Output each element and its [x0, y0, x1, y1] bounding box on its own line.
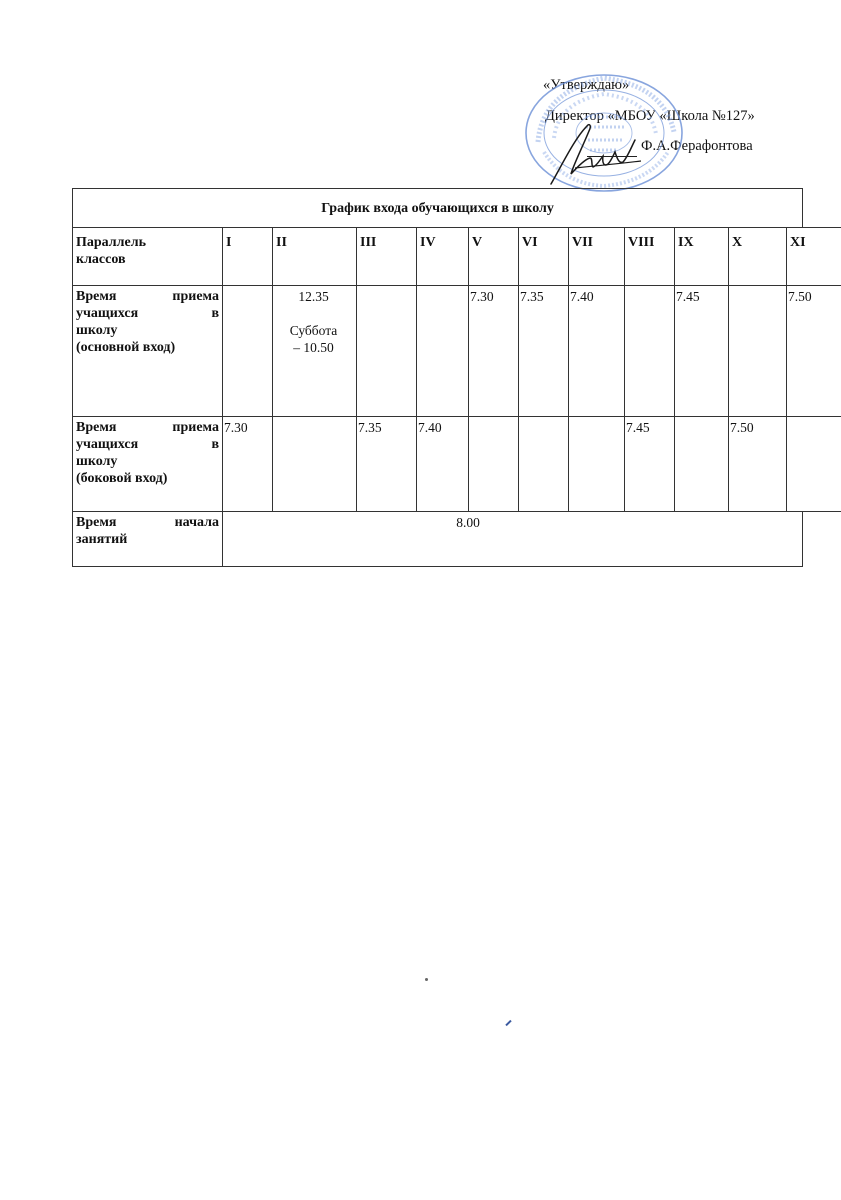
lesson-start-time: 8.00 [223, 512, 803, 567]
time-cell [625, 286, 675, 417]
time-cell [357, 286, 417, 417]
pen-mark [505, 1020, 511, 1026]
time-cell [469, 417, 519, 512]
label-word: в [211, 437, 219, 452]
approval-director: Директор «МБОУ «Школа №127» [545, 108, 755, 124]
time-cell: 7.40 [417, 417, 469, 512]
class-header: I [223, 228, 273, 286]
label-word: начала [174, 515, 219, 530]
time-value: 12.35 [298, 289, 329, 304]
header-label-line2: классов [76, 252, 126, 267]
class-header: V [469, 228, 519, 286]
class-header: III [357, 228, 417, 286]
label-word: приема [172, 420, 219, 435]
label-word: приема [172, 289, 219, 304]
main-entrance-row [73, 286, 841, 417]
header-label-line1: Параллель [76, 235, 146, 250]
label-word: школу [76, 323, 118, 338]
label-word: занятий [76, 532, 128, 547]
row-label-main [73, 286, 223, 417]
time-cell [787, 417, 841, 512]
label-word: школу [76, 454, 118, 469]
header-row [73, 228, 841, 286]
label-word: учащихся [76, 437, 139, 452]
class-header: VI [519, 228, 569, 286]
time-cell: 7.45 [625, 417, 675, 512]
class-header: VIII [625, 228, 675, 286]
approval-name: Ф.А.Ферафонтова [641, 138, 753, 154]
time-cell: 7.45 [675, 286, 729, 417]
saturday-note: Суббота [289, 323, 338, 338]
time-cell [417, 286, 469, 417]
time-cell: 7.35 [519, 286, 569, 417]
time-cell: 7.30 [223, 417, 273, 512]
time-cell [569, 417, 625, 512]
label-word: (боковой вход) [76, 471, 168, 486]
table-title: График входа обучающихся в школу [73, 189, 803, 228]
class-header: IX [675, 228, 729, 286]
label-word: Время [76, 420, 117, 435]
saturday-time: – 10.50 [293, 340, 334, 355]
class-header: X [729, 228, 787, 286]
time-cell [519, 417, 569, 512]
time-cell [223, 286, 273, 417]
scan-speck [425, 978, 428, 981]
side-entrance-row [73, 417, 841, 512]
label-word: Время [76, 289, 117, 304]
signature-line [587, 156, 637, 157]
time-cell: 7.30 [469, 286, 519, 417]
time-cell [273, 417, 357, 512]
label-word: в [211, 306, 219, 321]
label-word: Время [76, 515, 117, 530]
time-cell: 7.50 [729, 417, 787, 512]
header-label [73, 228, 223, 286]
class-header: IV [417, 228, 469, 286]
class-header: XI [787, 228, 841, 286]
time-cell-ii [273, 286, 357, 417]
lesson-start-row [73, 512, 841, 567]
label-word: учащихся [76, 306, 139, 321]
class-header: II [273, 228, 357, 286]
label-word: (основной вход) [76, 340, 176, 355]
time-cell: 7.35 [357, 417, 417, 512]
time-cell [729, 286, 787, 417]
time-cell: 7.40 [569, 286, 625, 417]
row-label-side [73, 417, 223, 512]
entry-schedule-table [72, 188, 841, 567]
class-header: VII [569, 228, 625, 286]
row-label-start [73, 512, 223, 567]
approval-title: «Утверждаю» [543, 77, 630, 93]
time-cell [675, 417, 729, 512]
time-cell: 7.50 [787, 286, 841, 417]
